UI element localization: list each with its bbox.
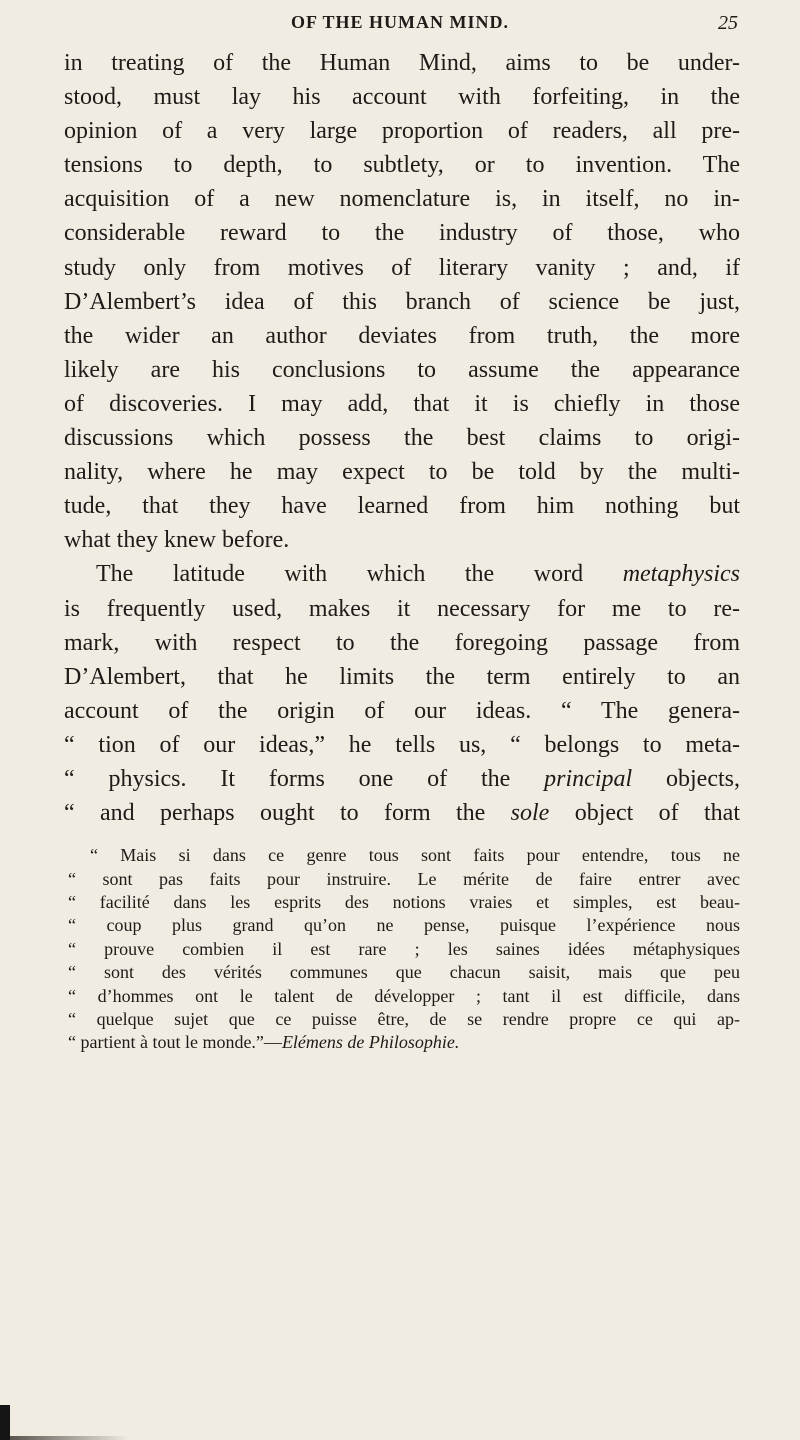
- text-line: account of the origin of our ideas. “ The genera-: [64, 697, 740, 724]
- text-line: discussions which possess the best claims to origi-: [64, 425, 740, 452]
- text-line: what they knew before.: [64, 527, 290, 554]
- text-line: stood, must lay his account with forfeiting, in the: [64, 84, 740, 111]
- text-run: The latitude with which the word: [96, 561, 623, 588]
- running-title: OF THE HUMAN MIND.: [291, 12, 509, 32]
- text-line: likely are his conclusions to assume the appearance: [64, 356, 740, 383]
- footnote-line: “ sont pas faits pour instruire. Le mérite de faire entrer avec: [68, 868, 740, 889]
- text-line: [64, 796, 740, 830]
- text-run: “ partient à tout le monde.”—: [68, 1032, 282, 1053]
- main-text: [64, 46, 740, 1055]
- page-edge-mark: [0, 1405, 10, 1440]
- text-line: D’Alembert’s idea of this branch of science be just,: [64, 288, 740, 315]
- text-line: [64, 557, 740, 591]
- text-line: in treating of the Human Mind, aims to be under-: [64, 50, 740, 76]
- footnote-line: “ facilité dans les esprits des notions vraies et simples, est beau-: [68, 891, 740, 912]
- text-line: is frequently used, makes it necessary for me to re-: [64, 595, 740, 622]
- text-line: tensions to depth, to subtlety, or to invention. The: [64, 152, 740, 179]
- footnote-line: [64, 1031, 740, 1054]
- footnote-line: “ coup plus grand qu’on ne pense, puisque l’expérience nous: [68, 915, 740, 936]
- footnote-line: “ Mais si dans ce genre tous sont faits pour entendre, tous ne: [90, 845, 740, 866]
- page-number: 25: [718, 12, 738, 34]
- emphasis: metaphysics: [622, 561, 740, 588]
- text-line: [64, 762, 740, 796]
- text-line: tude, that they have learned from him nothing but: [64, 493, 740, 520]
- footnote-line: “ quelque sujet que ce puisse être, de se rendre propre ce qui ap-: [68, 1009, 740, 1029]
- paragraph-2: [64, 557, 740, 830]
- running-head: [0, 12, 800, 40]
- footnote-source: Elémens de Philosophie.: [281, 1032, 460, 1053]
- text-line: nality, where he may expect to be told by the multi-: [64, 459, 740, 486]
- emphasis: sole: [510, 800, 550, 827]
- text-line: D’Alembert, that he limits the term entirely to an: [64, 663, 740, 690]
- text-run: object of that: [549, 800, 741, 827]
- text-run: “ physics. It forms one of the: [64, 765, 545, 792]
- text-line: study only from motives of literary vanity ; and, if: [64, 254, 740, 281]
- emphasis: principal: [544, 765, 633, 792]
- page-edge-shadow: [10, 1436, 130, 1440]
- footnote-line: “ d’hommes ont le talent de développer ; tant il est difficile, dans: [68, 985, 740, 1006]
- text-line: of discoveries. I may add, that it is chiefly in those: [64, 390, 740, 417]
- text-line: the wider an author deviates from truth, the more: [64, 322, 740, 349]
- text-line: “ tion of our ideas,” he tells us, “ belongs to meta-: [64, 731, 740, 758]
- footnote-line: “ sont des vérités communes que chacun saisit, mais que peu: [68, 962, 740, 983]
- text-run: “ and perhaps ought to form the: [64, 800, 511, 827]
- text-line: opinion of a very large proportion of readers, all pre-: [64, 118, 740, 145]
- paragraph-1: [64, 46, 740, 557]
- footnote: [64, 844, 740, 1055]
- text-line: considerable reward to the industry of those, who: [64, 220, 740, 247]
- footnote-line: “ prouve combien il est rare ; les saines idées métaphysiques: [68, 938, 740, 959]
- text-run: objects,: [632, 765, 740, 792]
- text-line: acquisition of a new nomenclature is, in itself, no in-: [64, 186, 740, 213]
- text-line: mark, with respect to the foregoing passage from: [64, 629, 740, 656]
